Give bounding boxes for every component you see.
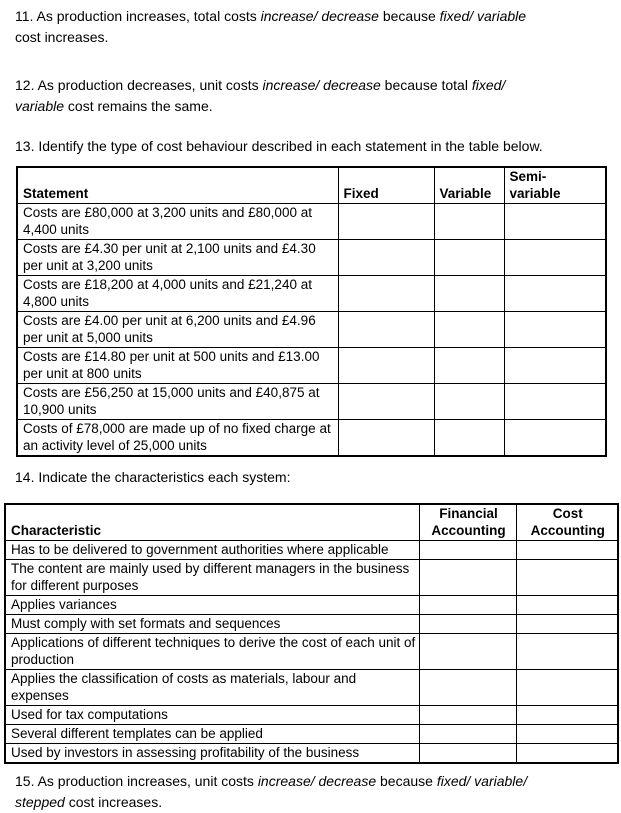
statement-cell: Costs are £80,000 at 3,200 units and £80,000 at 4,400 units	[17, 204, 338, 240]
fixed-answer-cell[interactable]	[338, 420, 434, 457]
financial-accounting-answer-cell[interactable]	[419, 744, 516, 764]
statement-cell: Costs are £4.30 per unit at 2,100 units and £4.30 per unit at 3,200 units	[17, 240, 338, 276]
characteristic-cell: Applies the classification of costs as materials, labour and expenses	[5, 670, 419, 706]
cost-accounting-column-header: Cost Accounting	[516, 504, 618, 541]
statement-row	[17, 348, 606, 384]
statement-cell: Costs are £56,250 at 15,000 units and £40,875 at 10,900 units	[17, 384, 338, 420]
characteristic-cell: Applications of different techniques to derive the cost of each unit of production	[5, 634, 419, 670]
variable-answer-cell[interactable]	[434, 204, 504, 240]
variable-answer-cell[interactable]	[434, 240, 504, 276]
question-11-text: 11. As production increases, total costs increase/ decrease because fixed/ variable cost increases.	[15, 8, 527, 45]
statement-row	[17, 204, 606, 240]
characteristic-row	[5, 560, 618, 596]
accounting-systems-table	[4, 503, 619, 764]
cost-accounting-answer-cell[interactable]	[516, 615, 618, 634]
statement-row	[17, 384, 606, 420]
characteristic-row	[5, 744, 618, 764]
financial-accounting-answer-cell[interactable]	[419, 615, 516, 634]
cost-accounting-answer-cell[interactable]	[516, 744, 618, 764]
characteristic-row	[5, 596, 618, 615]
cost-accounting-answer-cell[interactable]	[516, 560, 618, 596]
characteristic-cell: Must comply with set formats and sequences	[5, 615, 419, 634]
financial-accounting-column-header: Financial Accounting	[419, 504, 516, 541]
characteristic-row	[5, 541, 618, 560]
statement-cell: Costs are £18,200 at 4,000 units and £21,240 at 4,800 units	[17, 276, 338, 312]
variable-answer-cell[interactable]	[434, 348, 504, 384]
statement-cell: Costs are £4.00 per unit at 6,200 units and £4.96 per unit at 5,000 units	[17, 312, 338, 348]
semi-variable-header-label: Semi-variable	[509, 169, 561, 201]
statement-row	[17, 312, 606, 348]
cost-behaviour-header-row	[17, 167, 606, 204]
semi-variable-answer-cell[interactable]	[504, 240, 606, 276]
semi-variable-answer-cell[interactable]	[504, 276, 606, 312]
statement-cell: Costs are £14.80 per unit at 500 units and £13.00 per unit at 800 units	[17, 348, 338, 384]
characteristic-cell: Used by investors in assessing profitability of the business	[5, 744, 419, 764]
characteristic-cell: Has to be delivered to government authorities where applicable	[5, 541, 419, 560]
cost-accounting-answer-cell[interactable]	[516, 706, 618, 725]
statement-row	[17, 240, 606, 276]
characteristic-cell: Applies variances	[5, 596, 419, 615]
cost-accounting-answer-cell[interactable]	[516, 634, 618, 670]
characteristic-row	[5, 706, 618, 725]
semi-variable-answer-cell[interactable]	[504, 312, 606, 348]
financial-accounting-answer-cell[interactable]	[419, 670, 516, 706]
cost-accounting-answer-cell[interactable]	[516, 725, 618, 744]
statement-row	[17, 420, 606, 457]
semi-variable-answer-cell[interactable]	[504, 384, 606, 420]
fixed-column-header: Fixed	[338, 167, 434, 204]
cost-accounting-answer-cell[interactable]	[516, 541, 618, 560]
statement-cell: Costs of £78,000 are made up of no fixed charge at an activity level of 25,000 units	[17, 420, 338, 457]
fixed-answer-cell[interactable]	[338, 240, 434, 276]
characteristic-row	[5, 725, 618, 744]
variable-column-header: Variable	[434, 167, 504, 204]
financial-accounting-answer-cell[interactable]	[419, 706, 516, 725]
characteristic-row	[5, 634, 618, 670]
characteristic-cell: The content are mainly used by different managers in the business for different purposes	[5, 560, 419, 596]
semi-variable-answer-cell[interactable]	[504, 420, 606, 457]
question-14-text: 14. Indicate the characteristics each system:	[15, 469, 291, 485]
systems-header-row	[5, 504, 618, 541]
fixed-answer-cell[interactable]	[338, 276, 434, 312]
variable-answer-cell[interactable]	[434, 384, 504, 420]
question-12-text: 12. As production decreases, unit costs increase/ decrease because total fixed/ variable cost remains the same.	[15, 77, 506, 114]
financial-accounting-answer-cell[interactable]	[419, 725, 516, 744]
characteristic-cell: Used for tax computations	[5, 706, 419, 725]
question-13-text: 13. Identify the type of cost behaviour described in each statement in the table below.	[15, 138, 543, 154]
semi-variable-column-header	[504, 167, 606, 204]
cost-accounting-answer-cell[interactable]	[516, 596, 618, 615]
variable-answer-cell[interactable]	[434, 276, 504, 312]
financial-accounting-answer-cell[interactable]	[419, 541, 516, 560]
characteristic-row	[5, 615, 618, 634]
fixed-answer-cell[interactable]	[338, 384, 434, 420]
financial-accounting-answer-cell[interactable]	[419, 634, 516, 670]
characteristic-row	[5, 670, 618, 706]
statement-column-header: Statement	[17, 167, 338, 204]
fixed-answer-cell[interactable]	[338, 204, 434, 240]
semi-variable-answer-cell[interactable]	[504, 348, 606, 384]
cost-behaviour-table	[16, 166, 607, 457]
fixed-answer-cell[interactable]	[338, 312, 434, 348]
variable-answer-cell[interactable]	[434, 312, 504, 348]
characteristic-column-header: Characteristic	[5, 504, 419, 541]
variable-answer-cell[interactable]	[434, 420, 504, 457]
financial-accounting-answer-cell[interactable]	[419, 560, 516, 596]
financial-accounting-answer-cell[interactable]	[419, 596, 516, 615]
cost-accounting-answer-cell[interactable]	[516, 670, 618, 706]
characteristic-cell: Several different templates can be applied	[5, 725, 419, 744]
semi-variable-answer-cell[interactable]	[504, 204, 606, 240]
fixed-answer-cell[interactable]	[338, 348, 434, 384]
statement-row	[17, 276, 606, 312]
question-15-text: 15. As production increases, unit costs increase/ decrease because fixed/ variable/ stepped cost increases.	[15, 773, 528, 810]
